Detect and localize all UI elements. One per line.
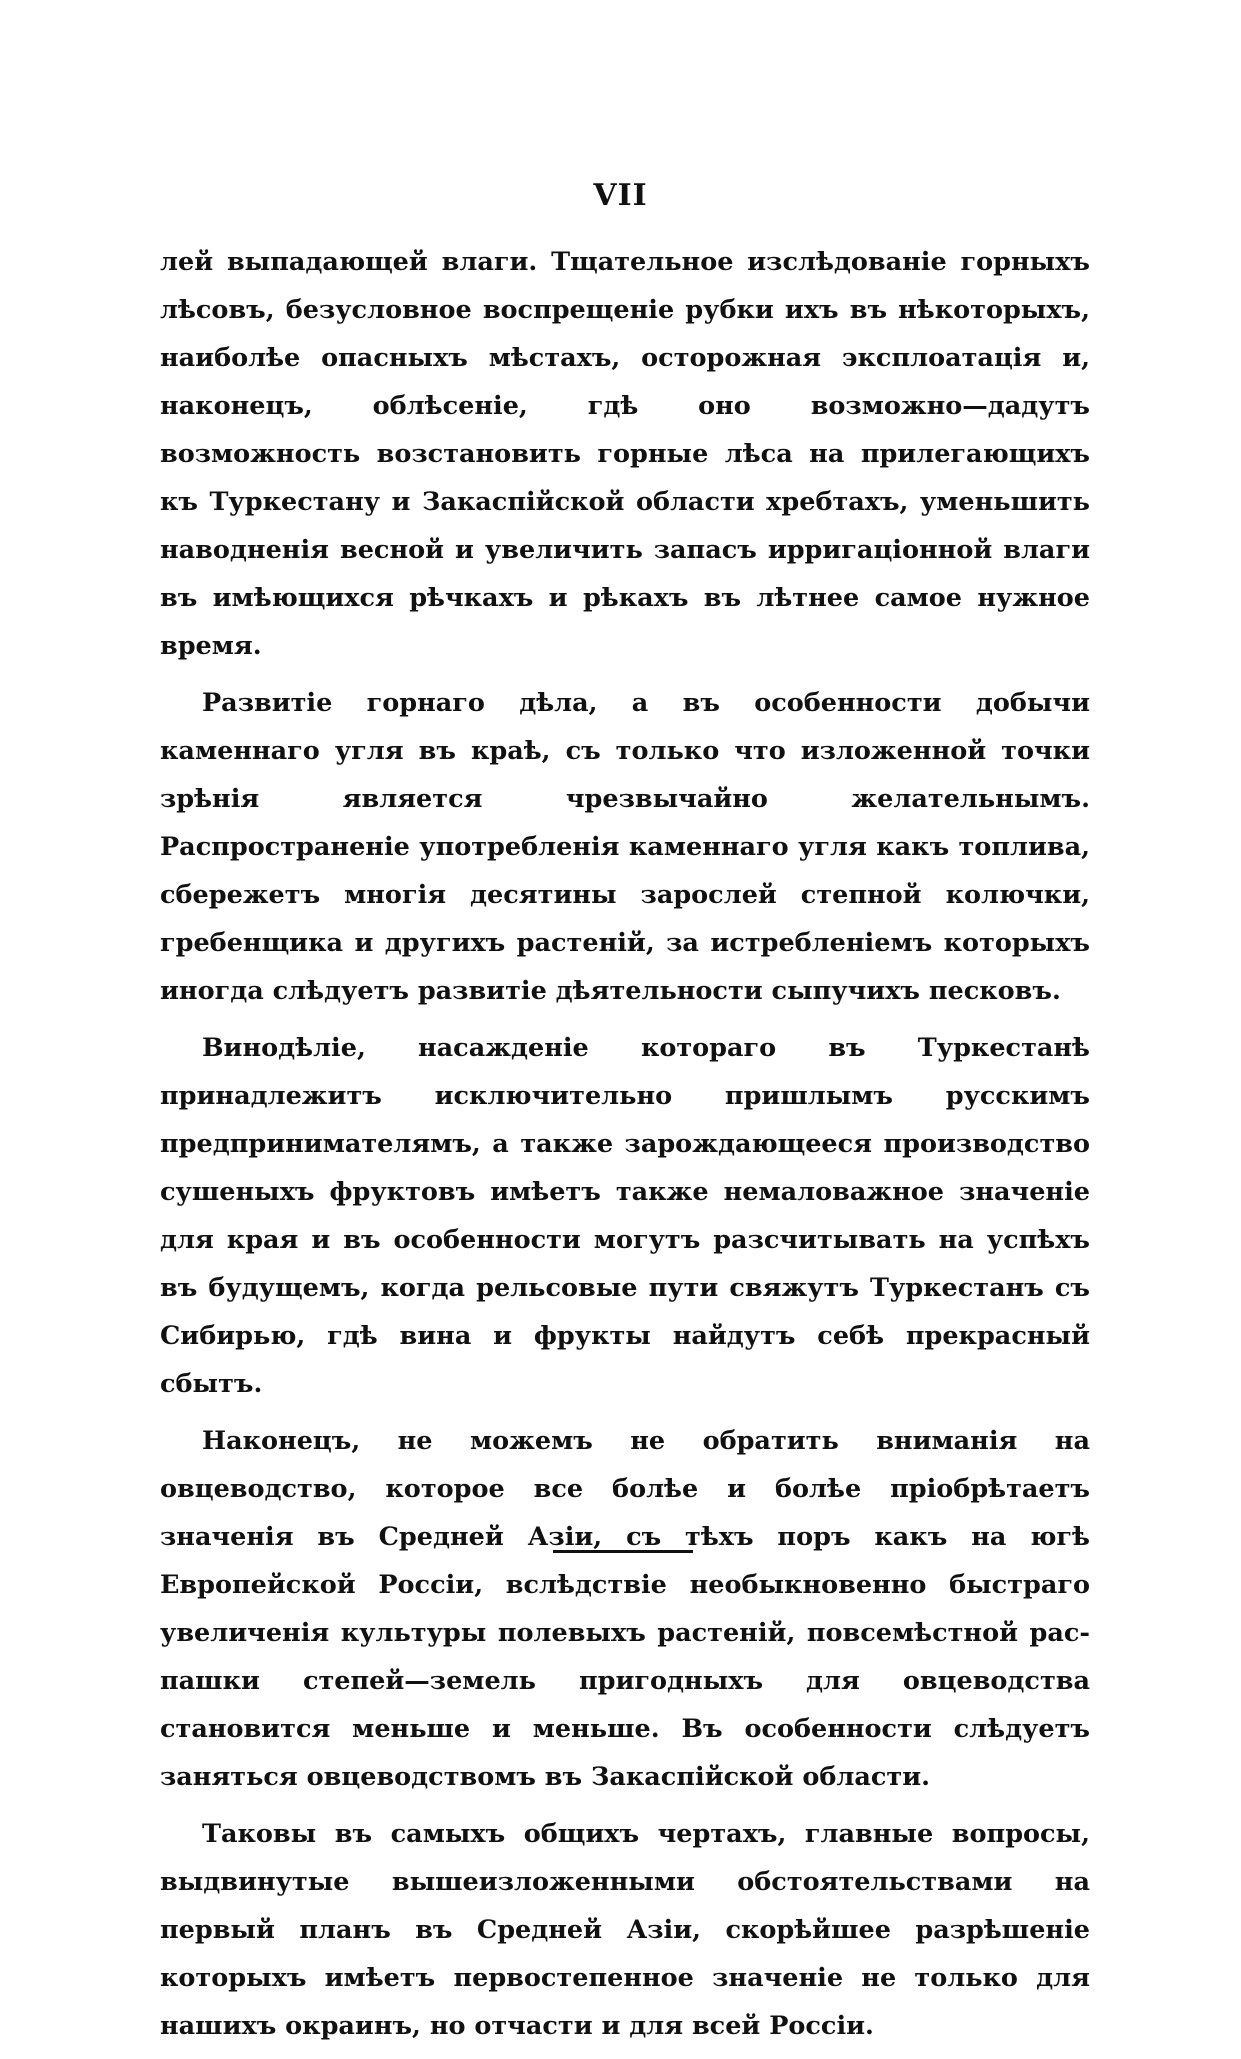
paragraph-forests: лей выпадающей влаги. Тщательное изслѣдованіе горныхъ лѣсовъ, безусловное воспрещеніе рубки ихъ въ нѣкоторыхъ, наиболѣе опасныхъ мѣстахъ, осторожная эксплоатація и, наконецъ, облѣсеніе, гдѣ оно возможно—дадутъ возможность возстановить горные лѣса на прилегающихъ къ Туркестану и Закаспійской области хребтахъ, уменьшить наводненія весной и увеличить запасъ ирригаціонной влаги въ имѣющихся рѣчкахъ и рѣкахъ въ лѣтнее самое нужное время. — [160, 247, 1090, 661]
paragraph-mining: Развитіе горнаго дѣла, а въ особенности добычи каменнаго угля въ краѣ, съ только что изложенной точки зрѣнія является чрезвычайно желательнымъ. Распространеніе употребленія каменнаго угля какъ топлива, сбережетъ многія десятины зарослей степной колючки, гребенщика и другихъ растеній, за истребленіемъ которыхъ иногда слѣдуетъ развитіе дѣятельности сыпучихъ песковъ. — [160, 688, 1090, 1006]
paragraph-sheep-breeding: Наконецъ, не можемъ не обратить вниманія на овцеводство, которое все болѣе и болѣе пріобрѣтаетъ значенія въ Средней Азіи, съ тѣхъ поръ какъ на югѣ Европейской Россіи, вслѣдствіе необыкновенно быстраго увеличенія культуры полевыхъ растеній, повсемѣстной распашки степей—земель пригодныхъ для овцеводства становится меньше и меньше. Въ особенности слѣдуетъ заняться овцеводствомъ въ Закаспійской области. — [160, 1426, 1090, 1792]
body-text — [160, 238, 1090, 2059]
paragraph-conclusion: Таковы въ самыхъ общихъ чертахъ, главные вопросы, выдвинутые вышеизложенными обстоятельствами на первый планъ въ Средней Азіи, скорѣйшее разрѣшеніе которыхъ имѣетъ первостепенное значеніе не только для нашихъ окраинъ, но отчасти и для всей Россіи. — [160, 1819, 1090, 2041]
end-rule-divider — [553, 1550, 693, 1553]
paragraph-winemaking: Винодѣліе, насажденіе котораго въ Туркестанѣ принадлежитъ исключительно пришлымъ русскимъ предпринимателямъ, а также зарождающееся производство сушеныхъ фруктовъ имѣетъ также немаловажное значеніе для края и въ особенности могутъ разсчитывать на успѣхъ въ будущемъ, когда рельсовые пути свяжутъ Туркестанъ съ Сибирью, гдѣ вина и фрукты найдутъ себѣ прекрасный сбытъ. — [160, 1033, 1090, 1399]
page-number: VII — [593, 178, 648, 213]
